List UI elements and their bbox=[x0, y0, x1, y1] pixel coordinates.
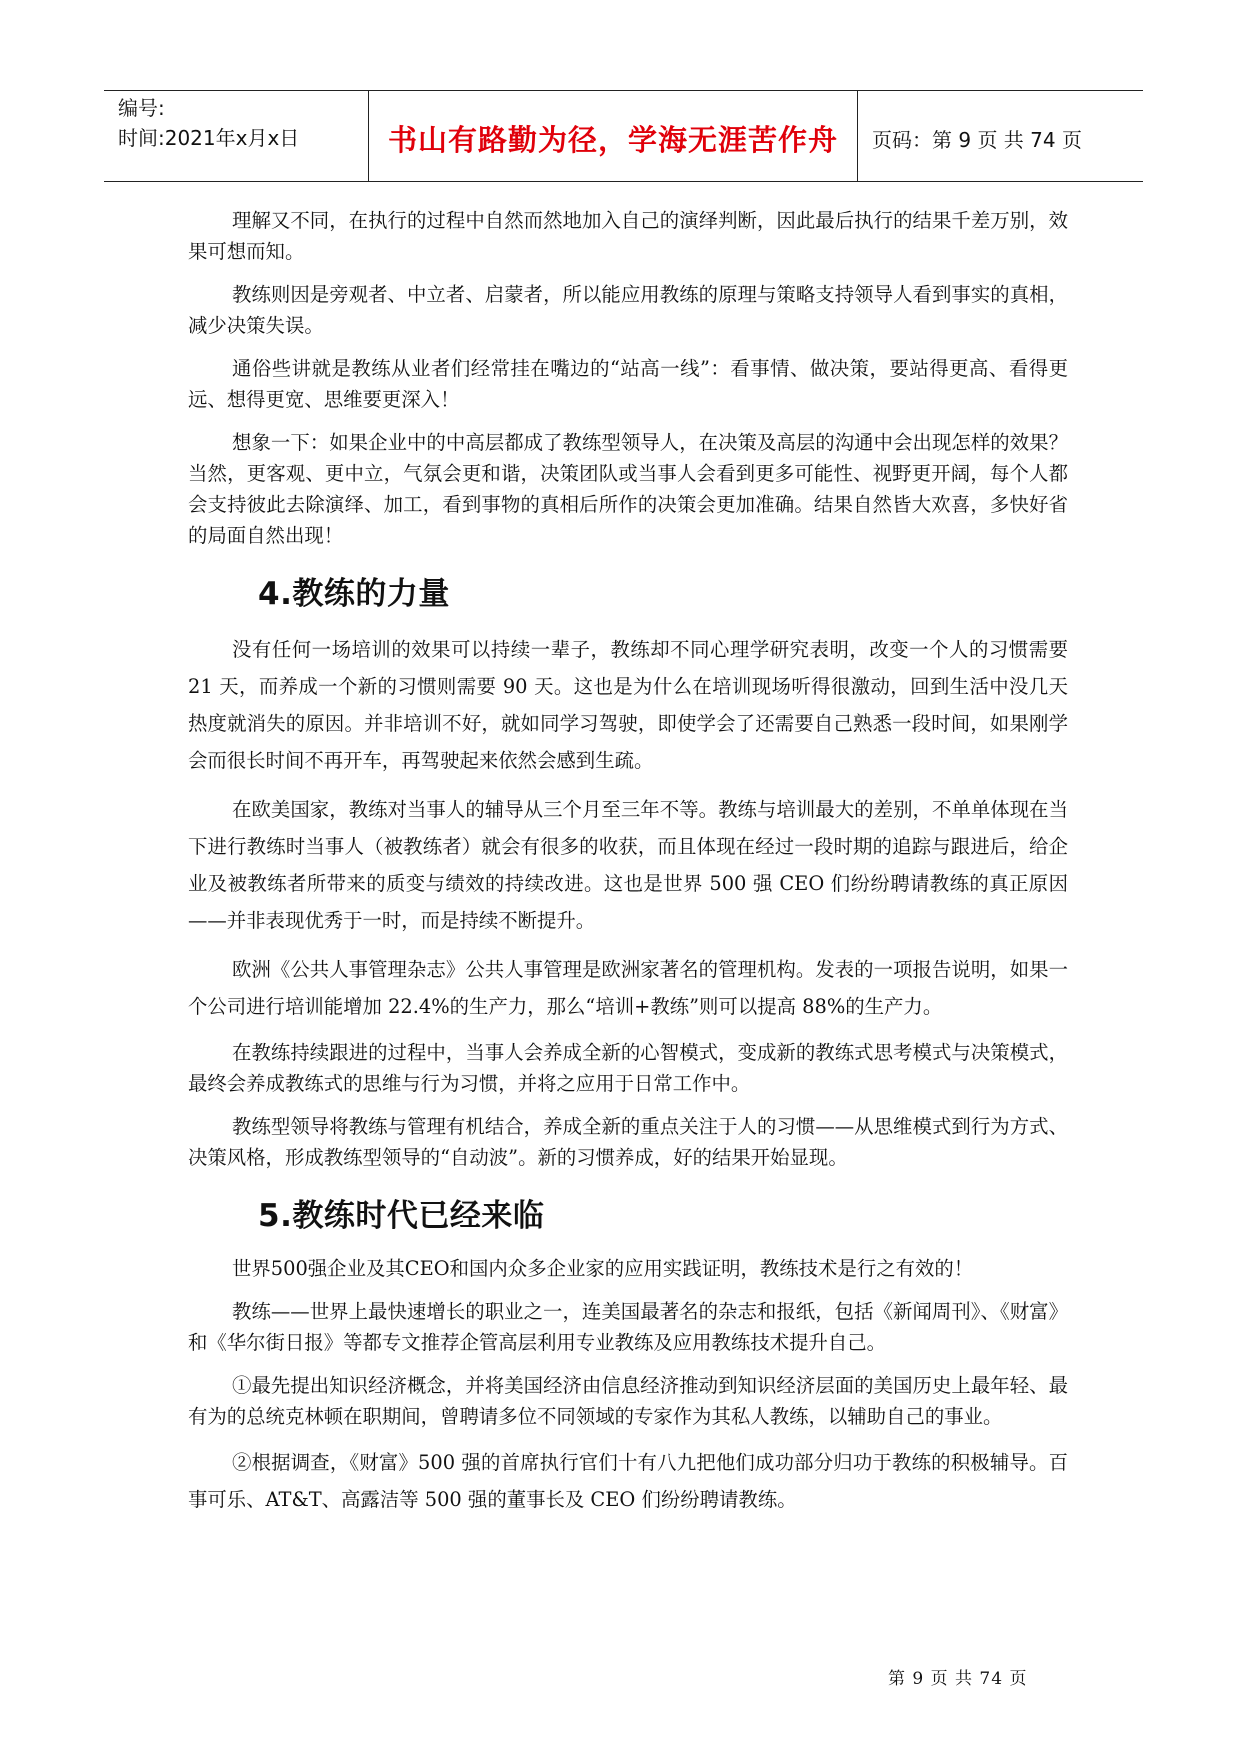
paragraph: 在教练持续跟进的过程中，当事人会养成全新的心智模式，变成新的教练式思考模式与决策模式，最终会养成教练式的思维与行为习惯，并将之应用于日常工作中。 bbox=[188, 1041, 1068, 1095]
document-body bbox=[188, 205, 1068, 1530]
paragraph: 教练则因是旁观者、中立者、启蒙者，所以能应用教练的原理与策略支持领导人看到事实的真相，减少决策失误。 bbox=[188, 283, 1068, 337]
paragraph: 想象一下：如果企业中的中高层都成了教练型领导人，在决策及高层的沟通中会出现怎样的效果？当然，更客观、更中立，气氛会更和谐，决策团队或当事人会看到更多可能性、视野更开阔，每个人都会支持彼此去除演绎、加工，看到事物的真相后所作的决策会更加准确。结果自然皆大欢喜，多快好省的局面自然出现！ bbox=[188, 431, 1068, 547]
paragraph: 教练型领导将教练与管理有机结合，养成全新的重点关注于人的习惯——从思维模式到行为方式、决策风格，形成教练型领导的“自动波”。新的习惯养成，好的结果开始显现。 bbox=[188, 1115, 1068, 1169]
header-page-number: 页码：第 9 页 共 74 页 bbox=[872, 127, 1082, 152]
paragraph: 通俗些讲就是教练从业者们经常挂在嘴边的“站高一线”：看事情、做决策，要站得更高、看得更远、想得更宽、思维要更深入！ bbox=[188, 357, 1068, 411]
page-footer: 第 9 页 共 74 页 bbox=[888, 1669, 1028, 1689]
page-header bbox=[104, 90, 1143, 182]
paragraph: 在欧美国家，教练对当事人的辅导从三个月至三年不等。教练与培训最大的差别，不单单体现在当下进行教练时当事人（被教练者）就会有很多的收获，而且体现在经过一段时期的追踪与跟进后，给企业及被教练者所带来的质变与绩效的持续改进。这也是世界 500 强 CEO 们纷纷聘请教练的真正原因——并非表现优秀于一时，而是持续不断提升。 bbox=[188, 798, 1068, 932]
paragraph: 欧洲《公共人事管理杂志》公共人事管理是欧洲家著名的管理机构。发表的一项报告说明，如果一个公司进行培训能增加 22.4%的生产力，那么“培训+教练”则可以提高 88%的生产力。 bbox=[188, 958, 1068, 1018]
header-motto: 书山有路勤为径，学海无涯苦作舟 bbox=[368, 91, 858, 181]
header-meta bbox=[104, 91, 368, 181]
paragraph: 世界500强企业及其CEO和国内众多企业家的应用实践证明，教练技术是行之有效的！ bbox=[232, 1257, 974, 1280]
document-time-label: 时间:2021年x月x日 bbox=[118, 126, 300, 150]
paragraph: 理解又不同，在执行的过程中自然而然地加入自己的演绎判断，因此最后执行的结果千差万别，效果可想而知。 bbox=[188, 209, 1068, 263]
section-heading-4: 4.教练的力量 bbox=[258, 576, 450, 612]
document-number-label: 编号: bbox=[118, 96, 165, 120]
paragraph: ①最先提出知识经济概念，并将美国经济由信息经济推动到知识经济层面的美国历史上最年轻、最有为的总统克林顿在职期间，曾聘请多位不同领域的专家作为其私人教练，以辅助自己的事业。 bbox=[188, 1374, 1068, 1428]
paragraph: ②根据调查，《财富》500 强的首席执行官们十有八九把他们成功部分归功于教练的积极辅导。百事可乐、AT&T、高露洁等 500 强的董事长及 CEO 们纷纷聘请教练。 bbox=[188, 1451, 1068, 1511]
paragraph: 教练——世界上最快速增长的职业之一，连美国最著名的杂志和报纸，包括《新闻周刊》、《财富》和《华尔街日报》等都专文推荐企管高层利用专业教练及应用教练技术提升自己。 bbox=[188, 1300, 1068, 1354]
paragraph: 没有任何一场培训的效果可以持续一辈子，教练却不同心理学研究表明，改变一个人的习惯需要 21 天，而养成一个新的习惯则需要 90 天。这也是为什么在培训现场听得很激动，回到生活中没几天热度就消失的原因。并非培训不好，就如同学习驾驶，即使学会了还需要自己熟悉一段时间，如果刚学会而很长时间不再开车，再驾驶起来依然会感到生疏。 bbox=[188, 638, 1068, 772]
section-heading-5: 5.教练时代已经来临 bbox=[258, 1198, 545, 1234]
